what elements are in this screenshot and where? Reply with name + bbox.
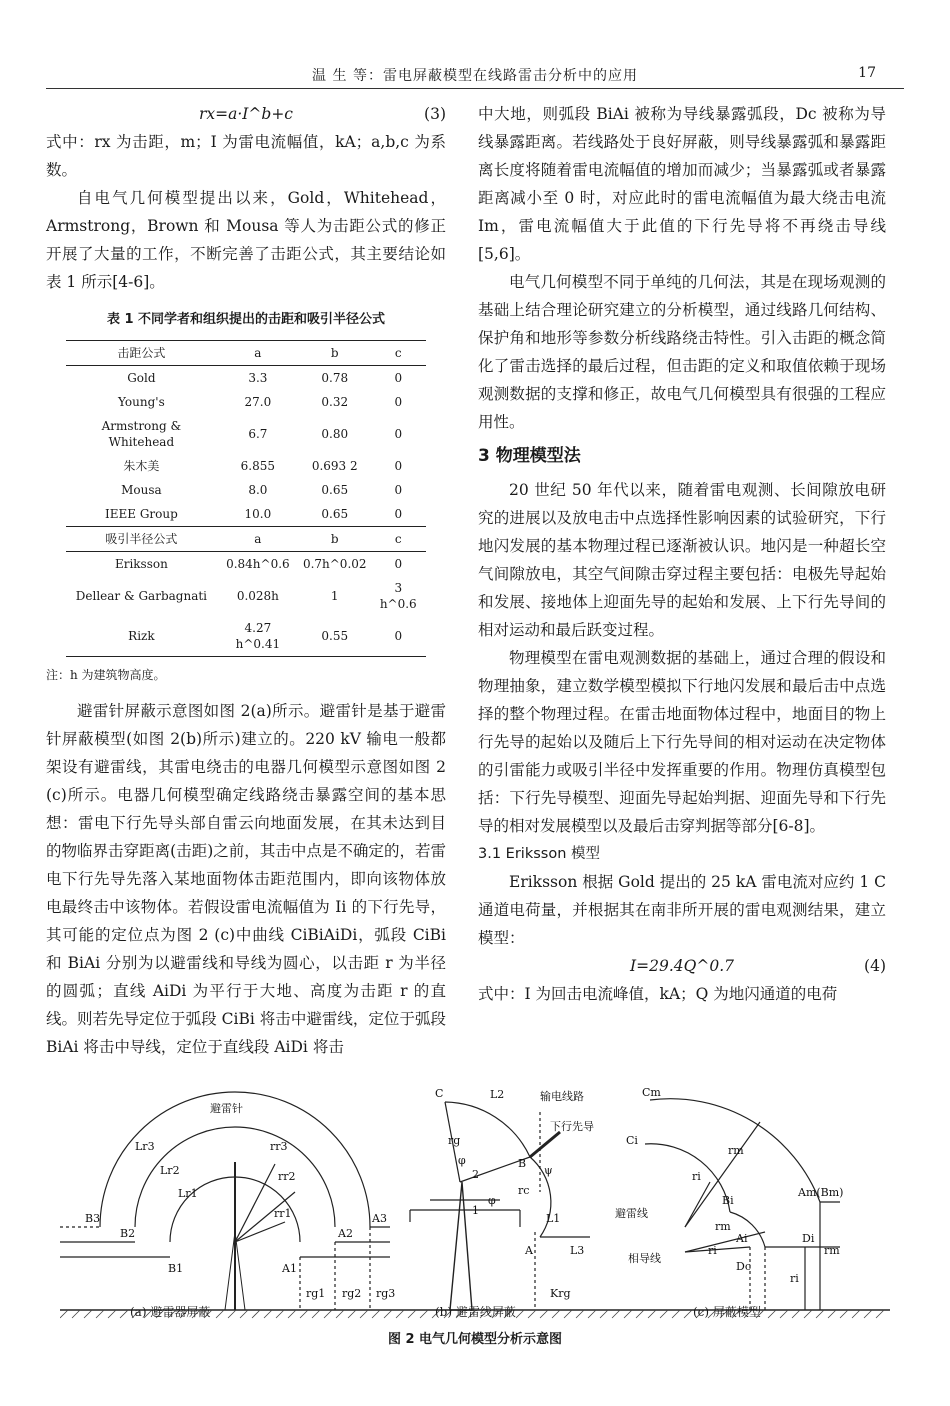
table-cell: 0.78	[321, 371, 349, 385]
label: rr2	[278, 1170, 296, 1183]
paragraph: 式中：rx 为击距，m；I 为雷电流幅值，kA；a,b,c 为系数。	[46, 133, 446, 179]
figure-2-caption: 图 2 电气几何模型分析示意图	[387, 1332, 563, 1347]
arc-ri	[645, 1144, 730, 1212]
label: L2	[490, 1088, 505, 1101]
label: A2	[338, 1227, 353, 1240]
subfigure-b-caption: (b) 避雷线屏蔽	[435, 1305, 516, 1319]
table-cell: IEEE Group	[104, 507, 178, 521]
table-row	[66, 414, 426, 454]
table-cell: Rizk	[66, 616, 217, 657]
label: rm	[728, 1144, 744, 1157]
table-1	[66, 340, 426, 657]
table-cell: 1	[330, 589, 339, 603]
equation-4-body: I=29.4Q^0.7	[630, 957, 734, 975]
label: Bi	[722, 1194, 734, 1207]
label: ri	[692, 1170, 701, 1183]
label: φ	[458, 1154, 466, 1167]
table-header-cell: c	[371, 341, 426, 366]
label: B1	[168, 1262, 184, 1275]
table-cell: 6.7	[248, 427, 268, 441]
table-row	[66, 478, 426, 502]
phase-conductor-label: 相导线	[628, 1252, 661, 1265]
table-row	[66, 527, 426, 552]
table-cell: Armstrong & Whitehead	[101, 419, 182, 449]
table-header-cell: a	[217, 341, 299, 366]
table-cell: b	[299, 527, 371, 552]
label: Di	[802, 1232, 815, 1245]
table-cell: 0.80	[321, 427, 349, 441]
table-cell: 0	[394, 459, 403, 473]
label: C	[435, 1087, 444, 1100]
label: Krg	[550, 1287, 571, 1300]
label: 1	[472, 1204, 479, 1217]
tower-body	[450, 1182, 472, 1310]
table-cell: 0.7h^0.02	[302, 557, 367, 571]
paragraph: 式中：I 为回击电流峰值，kA；Q 为地闪通道的电荷	[478, 985, 838, 1003]
table-cell: 10.0	[244, 507, 272, 521]
left-column	[46, 100, 446, 1061]
table-cell: 0	[394, 557, 403, 571]
section-heading: 3 物理模型法	[478, 446, 581, 466]
table-row	[66, 502, 426, 527]
arc-ground-wire	[445, 1102, 530, 1157]
table-row	[66, 576, 426, 616]
subfigure-c-caption: (c) 屏蔽模型	[693, 1305, 761, 1319]
label: Dc	[736, 1260, 751, 1273]
label: Cm	[642, 1086, 661, 1099]
table-cell: 3.3	[248, 371, 268, 385]
label: rr3	[270, 1140, 288, 1153]
label: rr1	[274, 1207, 292, 1220]
panel-b	[410, 1102, 590, 1310]
label: L3	[570, 1244, 585, 1257]
label: A1	[282, 1262, 297, 1275]
label: L1	[546, 1212, 561, 1225]
paragraph: 中大地，则弧段 BiAi 被称为导线暴露弧段，Dc 被称为导线暴露距离。若线路处于良好屏蔽，则导线暴露弧和暴露距离长度将随着雷电流幅值的增加而减少；当暴露弧或者暴露距离减小至 0 时，对应此时的雷电流幅值为最大绕击电流 Im，雷电流幅值大于此值的下行先导将不再绕击导线[5,6]。	[478, 105, 886, 263]
label: ψ	[544, 1164, 553, 1177]
table-cell: 0.65	[321, 507, 349, 521]
label: Lr2	[160, 1164, 180, 1177]
panel-b-labels	[435, 1087, 594, 1300]
equation-4-number: (4)	[864, 957, 886, 975]
equation-3-number: (3)	[424, 105, 446, 123]
paragraph: Eriksson 根据 Gold 提出的 25 kA 雷电流对应约 1 C 通道电荷量，并根据其在南非所开展的雷电观测结果，建立模型：	[478, 873, 886, 947]
paragraph: 物理模型在雷电观测数据的基础上，通过合理的假设和物理抽象，建立数学模型模拟下行地闪发展和最后击中点选择的整个物理过程。在雷击地面物体过程中，地面目的物上行先导的起始以及随后上下行先导间的相对运动在决定物体的引雷能力或吸引半径中发挥重要的作用。物理仿真模型包括：下行先导模型、迎面先导起始判据、迎面先导和下行先导的相对发展模型以及最后击穿判据等部分[6-8]。	[478, 649, 886, 835]
label: rm	[715, 1220, 731, 1233]
table-cell: 27.0	[244, 395, 272, 409]
paragraph: 自电气几何模型提出以来，Gold，Whitehead，Armstrong，Brown 和 Mousa 等人为击距公式的修正开展了大量的工作，不断完善了击距公式，其主要结论如表 1 所示[4-6]。	[46, 189, 446, 291]
table-cell: 0.028h	[236, 589, 279, 603]
label: rm	[824, 1244, 840, 1257]
paragraph: 避雷针屏蔽示意图如图 2(a)所示。避雷针是基于避雷针屏蔽模型(如图 2(b)所示)建立的。220 kV 输电一般都架设有避雷线，其雷电绕击的电器几何模型示意图如图 2 (c)所示。电器几何模型确定线路绕击暴露空间的基本思想：雷电下行先导头部自雷云向地面发展，在其未达到目的物临界击穿距离(击距)之前，其击中点是不确定的，若雷电下行先导先落入某地面物体击距范围内，即向该物体放电最终击中该物体。若假设雷电流幅值为 Ii 的下行先导，其可能的定位点为图 2 (c)中曲线 CiBiAiDi，弧段 CiBi 和 BiAi 分别为以避雷线和导线为圆心，以击距 r 为半径的圆弧；直线 AiDi 为平行于大地、高度为击距 r 的直线。则若先导定位于弧段 CiBi 将击中避雷线，定位于弧段 BiAi 将击中导线，定位于直线段 AiDi 将击	[46, 702, 446, 1056]
label: A3	[372, 1212, 387, 1225]
table-row	[66, 390, 426, 414]
label: Ci	[626, 1134, 638, 1147]
panel-c	[645, 1099, 840, 1310]
table-cell: Mousa	[121, 483, 162, 497]
table-cell: Eriksson	[114, 557, 168, 571]
table-cell: 3 h^0.6	[379, 581, 417, 611]
table-cell: 0.55	[299, 616, 371, 657]
panel-a	[60, 1092, 390, 1310]
table-cell: 0	[394, 371, 403, 385]
leader-label: 下行先导	[550, 1120, 594, 1133]
label: rg	[448, 1134, 461, 1147]
label: Lr1	[178, 1187, 198, 1200]
label: ri	[708, 1244, 717, 1257]
table-cell: 0	[394, 395, 403, 409]
downward-leader	[530, 1132, 560, 1157]
table-cell: Dellear & Garbagnati	[75, 589, 208, 603]
table-cell: 朱木美	[123, 459, 160, 473]
table-cell: 0	[394, 507, 403, 521]
label: φ	[488, 1194, 496, 1207]
running-header	[46, 62, 904, 89]
line-label: 输电线路	[540, 1090, 584, 1103]
right-column	[478, 100, 886, 1008]
table-row	[66, 616, 426, 657]
table-header-row	[66, 341, 426, 366]
label: rg1	[306, 1287, 326, 1300]
label: B2	[120, 1227, 136, 1240]
label: 2	[472, 1168, 479, 1181]
table-cell: 8.0	[248, 483, 268, 497]
label: rg2	[342, 1287, 362, 1300]
table-1-caption: 表 1 不同学者和组织提出的击距和吸引半径公式	[106, 312, 386, 327]
table-cell: Young's	[118, 395, 165, 409]
table-header-cell: b	[299, 341, 371, 366]
panel-a-title: 避雷针	[210, 1102, 243, 1115]
table-cell: a	[217, 527, 299, 552]
table-cell: 0.84h^0.6	[226, 557, 290, 571]
table-row	[66, 366, 426, 391]
label: rg3	[376, 1287, 396, 1300]
table-cell: Gold	[127, 371, 156, 385]
subsection-heading: 3.1 Eriksson 模型	[478, 846, 600, 862]
label: ri	[790, 1272, 799, 1285]
table-cell: 4.27 h^0.41	[217, 616, 299, 657]
table-row	[66, 552, 426, 577]
label: Am(Bm)	[798, 1186, 844, 1199]
table-cell: 0	[394, 483, 403, 497]
label: B	[518, 1157, 527, 1170]
panel-c-labels	[615, 1086, 843, 1285]
table-cell: 6.855	[240, 459, 276, 473]
table-cell: c	[371, 527, 426, 552]
label: A	[525, 1244, 533, 1257]
table-note: 注：h 为建筑物高度。	[46, 668, 166, 682]
table-cell: 0.65	[321, 483, 349, 497]
label: Lr3	[135, 1140, 155, 1153]
equation-3	[46, 100, 446, 128]
header-title: 温 生 等：雷电屏蔽模型在线路雷击分析中的应用	[312, 68, 638, 84]
equation-4	[478, 952, 886, 980]
paragraph: 20 世纪 50 年代以来，随着雷电观测、长间隙放电研究的进展以及放电击中点选择性影响因素的试验研究，下行地闪发展的基本物理过程已逐渐被认识。地闪是一种超长空气间隙放电，其空气间隙击穿过程主要包括：电极先导起始和发展、接地体上迎面先导的起始和发展、上下行先导间的相对运动和最后跃变过程。	[478, 481, 886, 639]
shield-wire-label: 避雷线	[615, 1207, 648, 1220]
page-number: 17	[858, 65, 876, 81]
table-cell: 0.32	[321, 395, 349, 409]
label: Ai	[736, 1232, 748, 1245]
label: B3	[85, 1212, 101, 1225]
table-cell: 0	[394, 427, 403, 441]
subfigure-a-caption: (a) 避雷器屏蔽	[130, 1305, 211, 1319]
table-cell: 吸引半径公式	[66, 527, 217, 552]
paragraph: 电气几何模型不同于单纯的几何法，其是在现场观测的基础上结合理论研究建立的分析模型，通过线路几何结构、保护角和地形等参数分析线路绕击特性。引入击距的概念简化了雷击选择的最后过程，但击距的定义和取值依赖于现场观测数据的支撑和修正，故电气几何模型具有很强的工程应用性。	[478, 273, 886, 431]
table-header-cell: 击距公式	[66, 341, 217, 366]
table-cell: 0	[371, 616, 426, 657]
equation-3-body: rx=a·I^b+c	[198, 105, 293, 123]
label: rc	[518, 1184, 530, 1197]
table-row	[66, 454, 426, 478]
table-cell: 0.693 2	[311, 459, 358, 473]
